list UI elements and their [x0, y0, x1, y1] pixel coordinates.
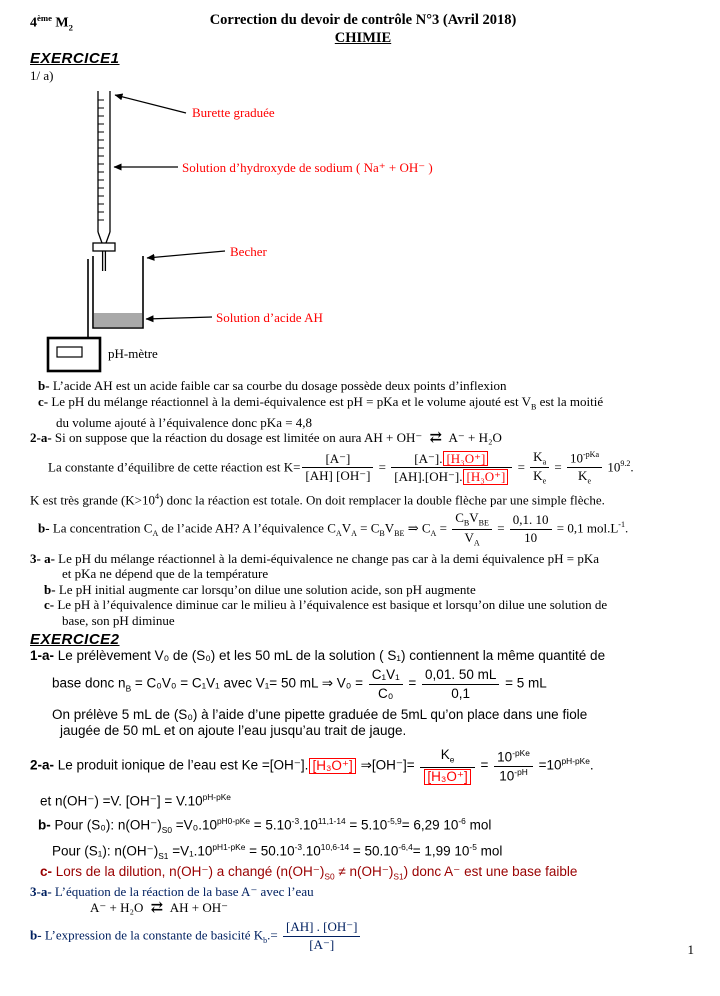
stopcock — [93, 243, 115, 251]
ex2-volume-formula: base donc $n_B = C_0V_0 = C_1V_1$ avec V₁= 50 mL ⇒ V₀ = $\frac{\text{C₁V₁}}{\text{C₀}}$ = $\frac{0,01. 50 mL}{0,1}$ = 5 mL — [52, 667, 547, 701]
ex2-answer-3a: 3-a- L’équation de la réaction de la base A⁻ avec l’eau — [30, 884, 314, 900]
ex2-protocol-line2: jaugée de 50 mL et on ajoute l’eau jusqu’au trait de jauge. — [60, 723, 407, 739]
ex1-answer-c: c- Le pH du mélange réactionnel à la demi-équivalence est pH = pKa et le volume ajouté est $V_B$ est la moitié — [38, 393, 604, 412]
exercice2-answers — [30, 648, 696, 953]
ex2-answer-2c: c- Lors de la dilution, n(OH⁻) a changé $(n(OH^-)_{S0} \ne n(OH^-)_{S1})$ donc A⁻ est une base faible — [40, 863, 578, 882]
ph-meter-display — [57, 347, 82, 357]
acid-solution-label: Solution d’acide AH — [216, 310, 323, 325]
ex1-answer-3a-cont: et pKa ne dépend que de la température — [62, 566, 269, 582]
becher-pointer-arrow — [147, 251, 225, 258]
ex1-answer-3c-cont: base, son pH diminue — [62, 612, 175, 628]
ex1-answer-b: b- L’acide AH est un acide faible car sa courbe du dosage possède deux points d’inflexion — [38, 378, 507, 393]
ex1-k-conclusion: K est très grande $(K>10^4)$ donc la réaction est totale. On doit remplacer la double flèche par une simple flèche. — [30, 492, 605, 508]
ex1-answer-3a: 3- a- Le pH du mélange réactionnel à la demi-équivalence ne change pas car à la demi équivalence pH = pKa — [30, 550, 599, 566]
ex2-answer-2b-s0: b- Pour (S₀): $n(OH^-)_{S0} =V_0.10^{pH0-pKe} = 5.10^{-3}.10^{11,1-14} = 5.10^{-5,9}= 6,29$ $10^{-6}$ mol — [38, 816, 492, 836]
question-1a-label: 1/ a) — [30, 68, 54, 83]
ex1-answer-2a: 2-a- Si on suppose que la réaction du dosage est limitée on aura AH + OH⁻ ⇄ A⁻ + H₂O — [30, 430, 502, 447]
page-number: 1 — [687, 942, 694, 957]
ex2-answer-2b-s1: Pour (S₁): $n(OH^-)_{S1} =V_1.10^{pH1-pKe} = 50.10^{-3}.10^{10,6-14} = 50.10^{-6,4}= 1,99$ $10^{-5}$ mol — [52, 841, 503, 861]
class-label: 4ème $M_2$ — [30, 13, 73, 33]
apparatus-drawing — [30, 86, 490, 378]
exercice1-answers — [30, 378, 696, 628]
burette-graduations — [98, 100, 104, 220]
burette-label: Burette graduée — [192, 105, 275, 120]
ex1-answer-3c: c- Le pH à l’équivalence diminue car le milieu à l’équivalence est basique et lorsqu’on dilue une solution de — [44, 597, 608, 613]
ph-meter-device — [48, 338, 100, 371]
naoh-solution-label: Solution d’hydroxyde de sodium ( Na⁺ + OH⁻ ) — [182, 160, 433, 175]
exercice1-heading: EXERCICE1 — [30, 50, 120, 67]
acid-pointer-arrow — [146, 317, 212, 319]
becher-label: Becher — [230, 244, 267, 259]
ex2-answer-1a: 1-a- Le prélèvement V₀ de (S₀) et les 50 mL de la solution ( S₁) contiennent la même quantité de — [30, 648, 606, 664]
ex2-base-equation: A⁻ + H₂O ⇄ AH + OH⁻ — [90, 900, 228, 917]
ex1-answer-3b: b- Le pH initial augmente car lorsqu’on dilue une solution acide, son pH augmente — [44, 581, 476, 597]
document-title: Correction du devoir de contrôle N°3 (Avril 2018) — [209, 12, 517, 28]
burette-pointer-arrow — [115, 95, 186, 113]
exercice2-heading: EXERCICE2 — [30, 631, 120, 649]
document-subject: CHIMIE — [334, 30, 392, 46]
ph-meter-label: pH-mètre — [108, 346, 158, 361]
ex2-answer-2a: 2-a- Le produit ionique de l’eau est Ke =[OH⁻]. [H₃O⁺] ⇒[OH⁻]= $\frac{K_e}{\text{[H₃O⁺]}}$ = $\frac{10^{-pKe}}{10^{-pH}}$ $=10^{pH-pKe}$. — [30, 747, 594, 784]
titration-setup-diagram — [30, 86, 696, 378]
page-header — [30, 12, 696, 47]
ex1-k-formula: La constante d’équilibre de cette réaction est K= $\frac{[A^-]}{[AH] [OH^-]}$ = $\frac{\text{[A⁻]. [H₃O⁺]}}{\text{[AH].[OH⁻]. [H₃O⁺]}}$ = $\frac{K_a}{K_e}$ = $\frac{10^{-pKa}}{K_e}$ $10^{9.2}$. — [48, 448, 634, 487]
acid-solution-liquid — [94, 313, 142, 327]
ex1-answer-2b: b- La concentration $C_A$ de l’acide AH? A l’équivalence $C_AV_A = C_BV_{BE}$ ⇒ $C_A$ = $\frac{C_BV_{BE}}{V_A}$ = $\frac{0,1. 10}{10}$ = 0,1 $mol.L^{-1}$. — [38, 510, 629, 548]
burette — [93, 91, 115, 271]
ex2-answer-3b-kb: b- L’expression de la constante de basicité $K_b.=$ $\frac{[AH] . [OH^-]}{[A^-]}$ — [30, 920, 696, 953]
pointer-arrows — [114, 95, 225, 319]
ex2-protocol-line1: On prélève 5 mL de (S₀) à l’aide d’une pipette graduée de 5mL qu’on place dans une fiole — [52, 707, 588, 723]
ex2-noh-expression: et n(OH⁻) =V. $[OH^-] = V.10^{pH-pKe}$ — [40, 791, 231, 809]
ex1-answer-c-cont: du volume ajouté à l’équivalence donc pKa = 4,8 — [56, 414, 313, 430]
